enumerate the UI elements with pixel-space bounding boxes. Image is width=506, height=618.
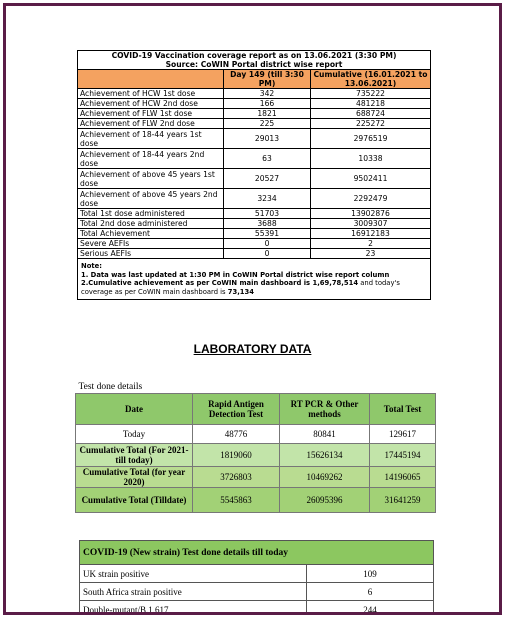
lab-total-value: 17445194 [370,444,436,467]
row-label: Achievement of 18-44 years 2nd dose [78,149,224,169]
vaccination-row [78,129,431,149]
vaccination-row [78,119,431,129]
vaccination-row [78,109,431,119]
laboratory-heading: LABORATORY DATA [193,342,312,356]
row-day-value: 3234 [224,189,311,209]
lab-header-rat: Rapid Antigen Detection Test [193,394,280,425]
lab-rtpcr-value: 15626134 [280,444,370,467]
row-day-value: 225 [224,119,311,129]
vaccination-title: COVID-19 Vaccination coverage report as on 13.06.2021 (3:30 PM) Source: CoWIN Portal district wise report [78,51,431,70]
lab-total-value: 31641259 [370,488,436,513]
lab-rat-value: 48776 [193,425,280,444]
row-label: Achievement of FLW 2nd dose [78,119,224,129]
strain-label: UK strain positive [80,565,307,583]
row-cumulative-value: 225272 [311,119,431,129]
vaccination-row [78,169,431,189]
row-cumulative-value: 16912183 [311,229,431,239]
row-day-value: 51703 [224,209,311,219]
row-label: Total 2nd dose administered [78,219,224,229]
lab-date: Today [76,425,193,444]
row-day-value: 3688 [224,219,311,229]
row-cumulative-value: 2 [311,239,431,249]
row-day-value: 20527 [224,169,311,189]
lab-total-value: 129617 [370,425,436,444]
row-day-value: 0 [224,239,311,249]
vaccination-row [78,189,431,209]
row-label: Achievement of HCW 1st dose [78,89,224,99]
strain-row [80,583,434,601]
col-day: Day 149 (till 3:30 PM) [224,70,311,89]
lab-date: Cumulative Total (Tilldate) [76,488,193,513]
row-day-value: 342 [224,89,311,99]
vaccination-row [78,239,431,249]
row-cumulative-value: 10338 [311,149,431,169]
row-label: Achievement of above 45 years 2nd dose [78,189,224,209]
lab-header-total: Total Test [370,394,436,425]
lab-header-date: Date [76,394,193,425]
row-day-value: 166 [224,99,311,109]
page-frame [3,3,502,615]
lab-rat-value: 1819060 [193,444,280,467]
vaccination-row [78,99,431,109]
lab-total-value: 14196065 [370,467,436,488]
lab-row [76,444,436,467]
row-day-value: 55391 [224,229,311,239]
row-cumulative-value: 3009307 [311,219,431,229]
vaccination-row [78,209,431,219]
blank-header [78,70,224,89]
lab-rtpcr-value: 80841 [280,425,370,444]
row-label: Severe AEFIs [78,239,224,249]
strain-table [79,540,434,615]
row-day-value: 63 [224,149,311,169]
row-label: Achievement of HCW 2nd dose [78,99,224,109]
vaccination-source: Source: CoWIN Portal district wise report [165,60,343,69]
strain-value: 244 [307,601,434,616]
vaccination-row [78,89,431,99]
row-label: Total 1st dose administered [78,209,224,219]
vaccination-table [77,50,431,300]
strain-value: 109 [307,565,434,583]
row-cumulative-value: 481218 [311,99,431,109]
lab-rat-value: 5545863 [193,488,280,513]
lab-table [75,380,436,513]
row-cumulative-value: 2292479 [311,189,431,209]
lab-header-rtpcr: RT PCR & Other methods [280,394,370,425]
lab-date: Cumulative Total (For 2021- till today) [76,444,193,467]
row-day-value: 29013 [224,129,311,149]
strain-heading: COVID-19 (New strain) Test done details till today [80,541,434,565]
lab-row [76,488,436,513]
lab-row [76,425,436,444]
row-day-value: 0 [224,249,311,259]
row-cumulative-value: 23 [311,249,431,259]
row-day-value: 1821 [224,109,311,119]
strain-row [80,601,434,616]
vaccination-row [78,249,431,259]
row-cumulative-value: 735222 [311,89,431,99]
row-label: Total Achievement [78,229,224,239]
lab-date: Cumulative Total (for year 2020) [76,467,193,488]
lab-row [76,467,436,488]
row-label: Achievement of FLW 1st dose [78,109,224,119]
row-label: Serious AEFIs [78,249,224,259]
lab-caption: Test done details [78,381,143,392]
row-cumulative-value: 2976519 [311,129,431,149]
strain-label: Double-mutant/B.1.617 [80,601,307,616]
vaccination-row [78,219,431,229]
vaccination-row [78,229,431,239]
row-cumulative-value: 13902876 [311,209,431,219]
strain-label: South Africa strain positive [80,583,307,601]
row-cumulative-value: 9502411 [311,169,431,189]
strain-row [80,565,434,583]
vaccination-row [78,149,431,169]
lab-rtpcr-value: 26095396 [280,488,370,513]
lab-rat-value: 3726803 [193,467,280,488]
lab-rtpcr-value: 10469262 [280,467,370,488]
row-cumulative-value: 688724 [311,109,431,119]
row-label: Achievement of above 45 years 1st dose [78,169,224,189]
strain-value: 6 [307,583,434,601]
row-label: Achievement of 18-44 years 1st dose [78,129,224,149]
col-cumulative: Cumulative (16.01.2021 to 13.06.2021) [311,70,431,89]
vaccination-note: Note: 1. Data was last updated at 1:30 PM in CoWIN Portal district wise report column 2.Cumulative achievement as per CoWIN main dashboard is 1,69,78,514 and today's coverage as per CoWIN main dashboard is 73,134 [78,259,431,300]
